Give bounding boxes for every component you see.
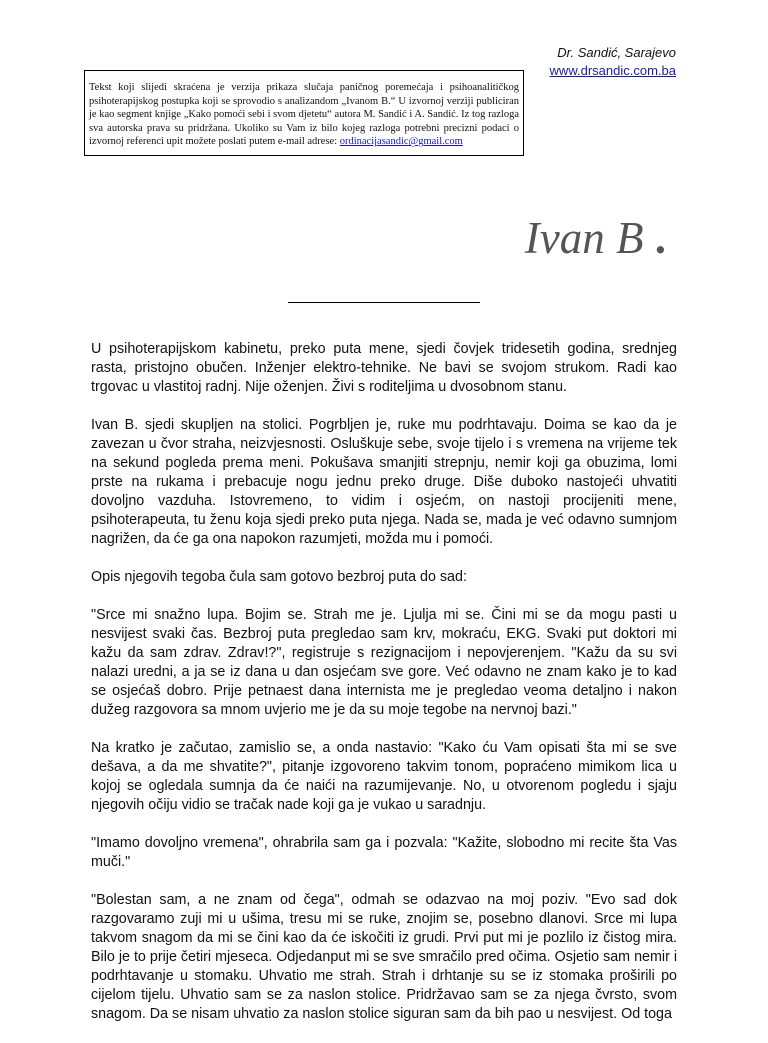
paragraph: Na kratko je začutao, zamislio se, a onda nastavio: "Kako ću Vam opisati šta mi se sve dešava, a da me shvatite?", pitanje izgovoreno takvim tonom, popraćeno mimikom lica u kojoj se ogledala sumnja da će naići na razumijevanje. No, u otvorenom pogledu i sjaju njegovih očiju vidio se tračak nade koji ga je vukao u saradnju. <box>91 740 677 813</box>
document-body <box>91 340 677 1043</box>
paragraph: "Bolestan sam, a ne znam od čega", odmah se odazvao na moj poziv. "Evo sad dok razgovaramo zuji mi u ušima, tresu mi se ruke, znojim se, posebno dlanovi. Srce mi lupa takvom snagom da mi se čini kao da će iskočiti iz grudi. Prvi put mi je pozlilo iz čistog mira. Bilo je to prije četiri mjeseca. Odjedanput mi se sve smračilo pred očima. Osjetio sam nemir i podrhtavanje u stomaku. Uhvatio me strah. Strah i drhtanje su se iz stomaka proširili po cijelom tijelu. Uhvatio sam se za naslon stolice. Pridržavao sam se za njega čvrsto, svom snagom. Da se nisam uhvatio za naslon stolice siguran sam da bih pao u nesvijest. Od toga <box>91 892 677 1022</box>
paragraph: U psihoterapijskom kabinetu, preko puta mene, sjedi čovjek tridesetih godina, srednjeg rasta, pristojno obučen. Inženjer elektro-tehnike. Ne bavi se svojom strukom. Radi kao trgovac u vlastitoj radnj. Nije oženjen. Živi s roditeljima u dvosobnom stanu. <box>91 341 677 395</box>
paragraph: "Imamo dovoljno vremena", ohrabrila sam ga i pozvala: "Kažite, slobodno mi recite šta Vas muči." <box>91 835 677 870</box>
copyright-notice-box <box>84 70 524 156</box>
title-name: Ivan B <box>524 213 644 263</box>
title-divider <box>288 302 480 303</box>
author-line: Dr. Sandić, Sarajevo <box>557 45 676 60</box>
paragraph: "Srce mi snažno lupa. Bojim se. Strah me je. Ljulja mi se. Čini mi se da mogu pasti u nesvijest svaki čas. Bezbroj puta pregledao sam krv, mokraću, EKG. Svaki put doktori mi kažu da sam zdrav. Zdrav!?", registruje s rezignacijom i nepovjerenjem. "Kažu da su svi nalazi uredni, a ja se iz dana u dan osjećam sve gore. Već odavno ne znam kako je to kad se osjećaš dobro. Prije petnaest dana internista me je pregledao veoma detaljno i nakon dužeg razgovora sa mnom uvjerio me je da su moje tegobe na nervnoj bazi." <box>91 607 677 718</box>
notice-email-link[interactable]: ordinacijasandic@gmail.com <box>339 136 463 148</box>
title-dot: . <box>654 213 666 263</box>
notice-text: Tekst koji slijedi skraćena je verzija prikaza slučaja paničnog poremećaja i psihoanalitičkog psihoterapijskog postupka koji se sprovodio s analizandom „Ivanom B.“ U izvornoj verziji publiciran je kao segment knjige „Kako pomoći sebi i svom djetetu“ autora M. Sandić i A. Sandić. Iz tog razloga sva autorska prava su pridržana. Ukoliko su Vam iz bilo kojeg razloga potrebni precizni podaci o izvornoj referenci upit možete poslati putem e-mail adrese: <box>89 82 519 148</box>
website-link[interactable]: www.drsandic.com.ba <box>549 63 676 78</box>
paragraph: Opis njegovih tegoba čula sam gotovo bezbroj puta do sad: <box>91 569 467 585</box>
paragraph: Ivan B. sjedi skupljen na stolici. Pogrbljen je, ruke mu podrhtavaju. Doima se kao da je zavezan u čvor straha, neizvjesnosti. Osluškuje sebe, svoje tijelo i s vremena na vrijeme tek na sekund pogleda prema meni. Pokušava smanjiti strepnju, nemir koji ga obuzima, lomi prste na rukama i prebacuje nogu jednu preko druge. Diše duboko nastojeći uhvatiti dovoljno vazduha. Istovremeno, to vidim i osjećm, on nastoji procijeniti mene, psihoterapeuta, tu ženu koja sjedi preko puta njega. Nada se, mada je već odavno sumnjom nagrižen, da će ga ona napokon razumjeti, možda mu i pomoći. <box>91 417 677 547</box>
document-title <box>525 212 666 264</box>
document-header <box>550 44 676 80</box>
